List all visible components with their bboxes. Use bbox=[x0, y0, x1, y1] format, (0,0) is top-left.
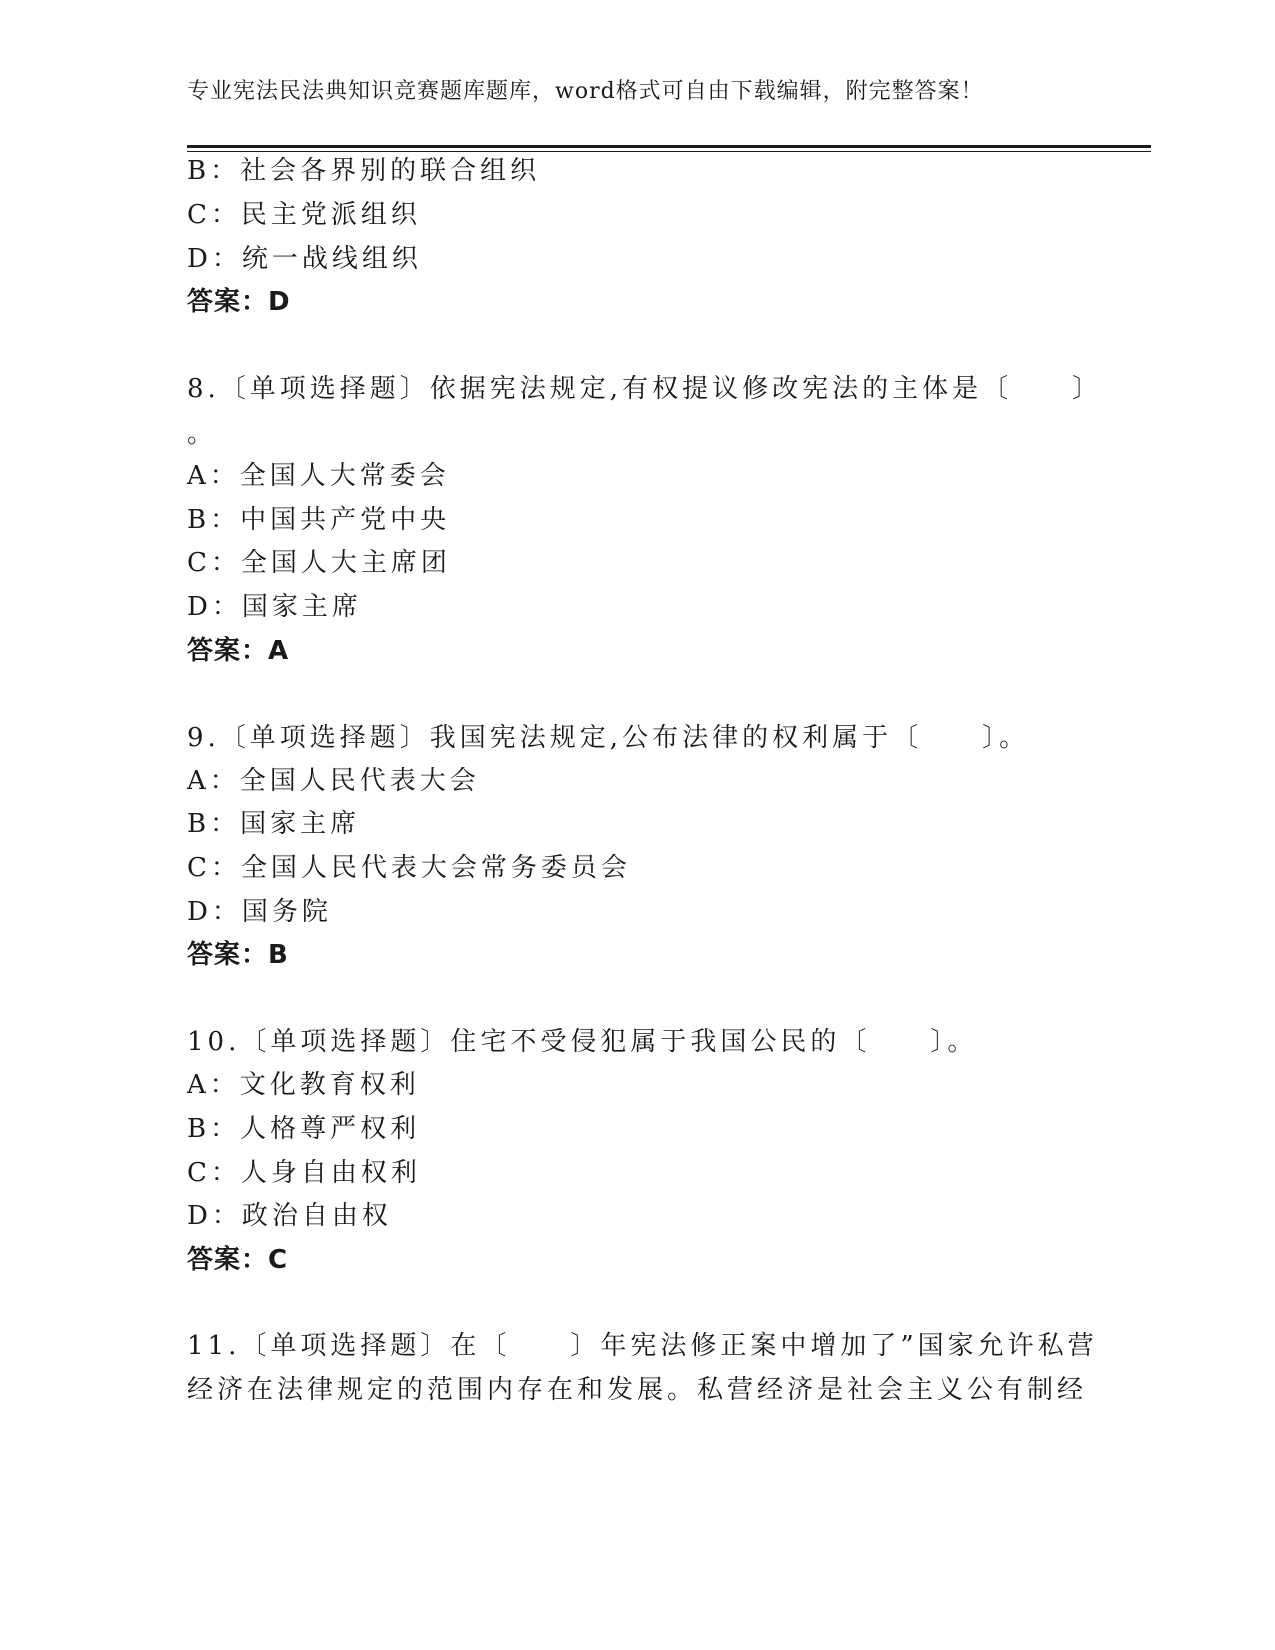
option-line: D：国家主席 bbox=[187, 592, 362, 622]
question-line: 8.〔单项选择题〕依据宪法规定,有权提议修改宪法的主体是〔 〕 bbox=[187, 374, 1103, 404]
option-line: B：人格尊严权利 bbox=[187, 1114, 421, 1144]
option-line: C：人身自由权利 bbox=[187, 1158, 421, 1188]
option-line: D：国务院 bbox=[187, 897, 332, 927]
page-header: 专业宪法民法典知识竞赛题库题库，word格式可自由下载编辑，附完整答案！ bbox=[187, 79, 984, 104]
option-line: C：民主党派组织 bbox=[187, 200, 421, 230]
question-line: 经济在法律规定的范围内存在和发展。私营经济是社会主义公有制经 bbox=[187, 1375, 1088, 1405]
question-line: 。 bbox=[187, 419, 218, 449]
option-line: C：全国人大主席团 bbox=[187, 548, 451, 578]
header-rule-thick bbox=[187, 145, 1151, 148]
option-line: B：国家主席 bbox=[187, 809, 361, 839]
option-line: D：统一战线组织 bbox=[187, 244, 422, 274]
question-line: 9.〔单项选择题〕我国宪法规定,公布法律的权利属于〔 〕。 bbox=[187, 723, 1030, 753]
option-line: A：文化教育权利 bbox=[187, 1070, 420, 1100]
answer-line: 答案：B bbox=[187, 940, 289, 970]
option-line: A：全国人民代表大会 bbox=[187, 766, 480, 796]
option-line: A：全国人大常委会 bbox=[187, 461, 450, 491]
answer-line: 答案：C bbox=[187, 1245, 289, 1275]
option-line: B：中国共产党中央 bbox=[187, 505, 451, 535]
option-line: C：全国人民代表大会常务委员会 bbox=[187, 853, 631, 883]
option-line: B：社会各界别的联合组织 bbox=[187, 156, 541, 186]
option-line: D：政治自由权 bbox=[187, 1201, 392, 1231]
header-rule-thin bbox=[187, 151, 1151, 152]
question-line: 10.〔单项选择题〕住宅不受侵犯属于我国公民的〔 〕。 bbox=[187, 1027, 978, 1057]
question-line: 11.〔单项选择题〕在〔 〕年宪法修正案中增加了”国家允许私营 bbox=[187, 1331, 1098, 1361]
answer-line: 答案：D bbox=[187, 287, 291, 317]
answer-line: 答案：A bbox=[187, 636, 290, 666]
